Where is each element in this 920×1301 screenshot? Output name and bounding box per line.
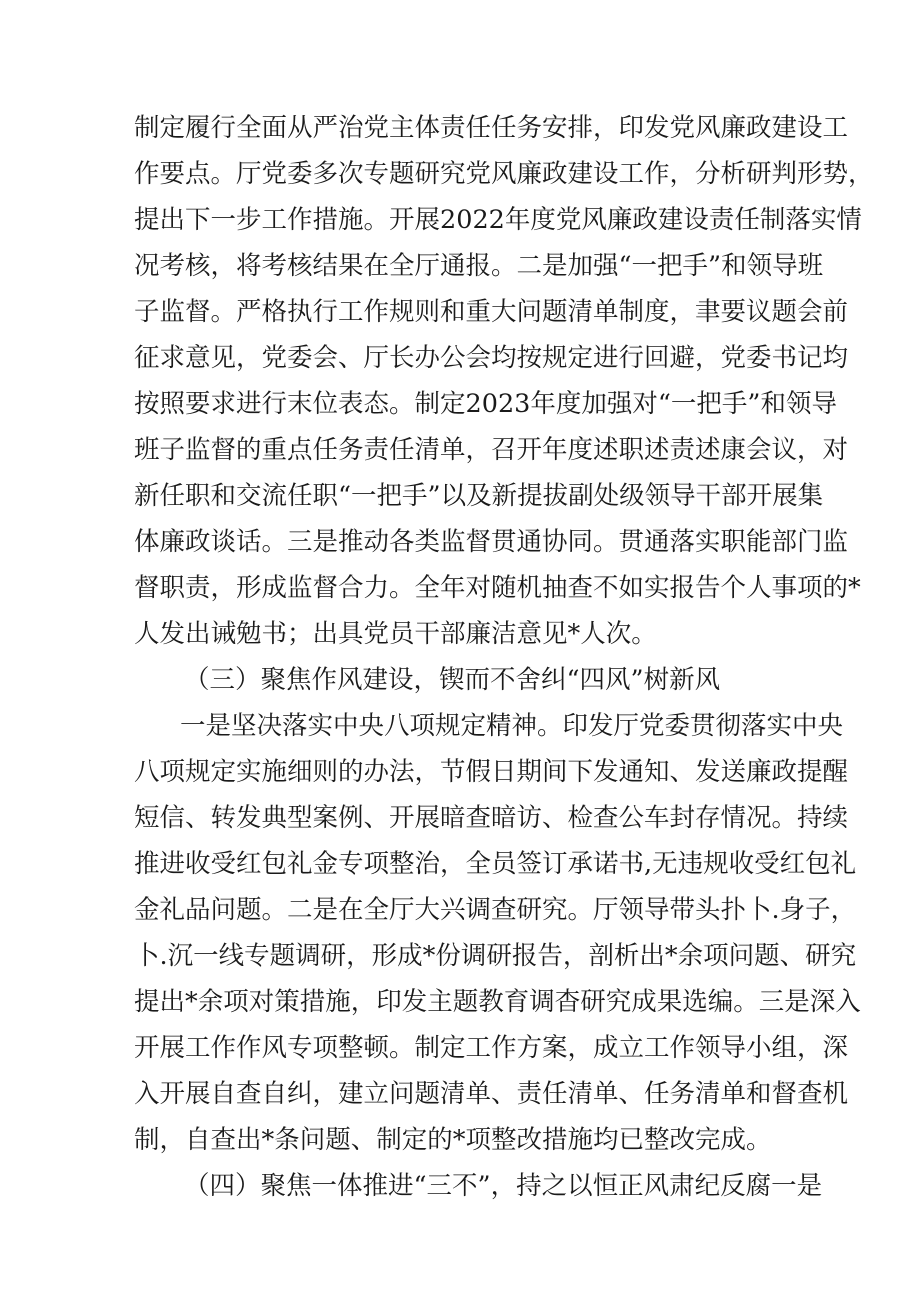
text-line: 子监督。严格执行工作规则和重大问题清单制度，聿要议题会前	[134, 297, 849, 327]
text-line: 提出下一步工作措施。开展2022年度党风廉政建设责任制落实情	[134, 205, 862, 235]
section-heading-3: （三）聚焦作风建设，锲而不舍纠“四风”树新风	[184, 665, 721, 695]
text-line: 人发出诫勉书；出具党员干部廉洁意见*人次。	[134, 619, 657, 649]
text-line: 制，自查出*条问题、制定的*项整改措施均已整改完成。	[134, 1125, 772, 1155]
text-line: 短信、转发典型案例、开展暗查暗访、检查公车封存情况。持续	[134, 803, 849, 833]
text-line: 提出*余项对策措施，印发主题教育调杳研究成果选编。三是深入	[134, 987, 861, 1017]
text-line: 征求意见，党委会、厅长办公会均按规定进行回避，党委书记均	[134, 343, 849, 373]
text-line: 况考核，将考核结果在全厅通报。二是加强“一把手”和领导班	[134, 251, 824, 281]
text-line: 督职责，形成监督合力。全年对随机抽查不如实报告个人事项的*	[134, 573, 861, 603]
text-line: 新任职和交流任职“一把手”以及新提拔副处级领导干部开展集	[134, 481, 824, 511]
section-heading-4: （四）聚焦一体推进“三不”，持之以恒正风肃纪反腐一是	[184, 1171, 823, 1201]
text-line: 开展工作作风专项整顿。制定工作方案，成立工作领导小组，深	[134, 1033, 849, 1063]
text-line: 制定履行全面从严治党主体责任任务安排，印发党风廉政建设工	[134, 113, 849, 143]
text-line: 按照要求进行末位表态。制定2023年度加强对“一把手”和领导	[134, 389, 837, 419]
text-line: 体廉政谈话。三是推动各类监督贯通协同。贯通落实职能部门监	[134, 527, 849, 557]
text-line: 班子监督的重点任务责任清单，召开年度述职述责述康会议，对	[134, 435, 849, 465]
text-line: 推进收受红包礼金专项整治，全员签订承诺书,无违规收受红包礼	[134, 849, 857, 879]
text-line: 作要点。厅党委多次专题研究党风廉政建设工作，分析研判形势，	[134, 159, 874, 189]
text-line: 入开展自查自纠，建立问题清单、责任清单、任务清单和督查机	[134, 1079, 849, 1109]
text-line: 卜.沉一线专题调研，形成*份调研报告，剖析出*余项问题、研究	[134, 941, 857, 971]
text-line: 金礼品问题。二是在全厅大兴调查研究。厅领导带头扑卜.身子，	[134, 895, 857, 925]
text-line: 一是坚决落实中央八项规定精神。印发厅党委贯彻落实中央	[180, 711, 844, 741]
text-line: 八项规定实施细则的办法，节假日期间下发通知、发送廉政提醒	[134, 757, 849, 787]
